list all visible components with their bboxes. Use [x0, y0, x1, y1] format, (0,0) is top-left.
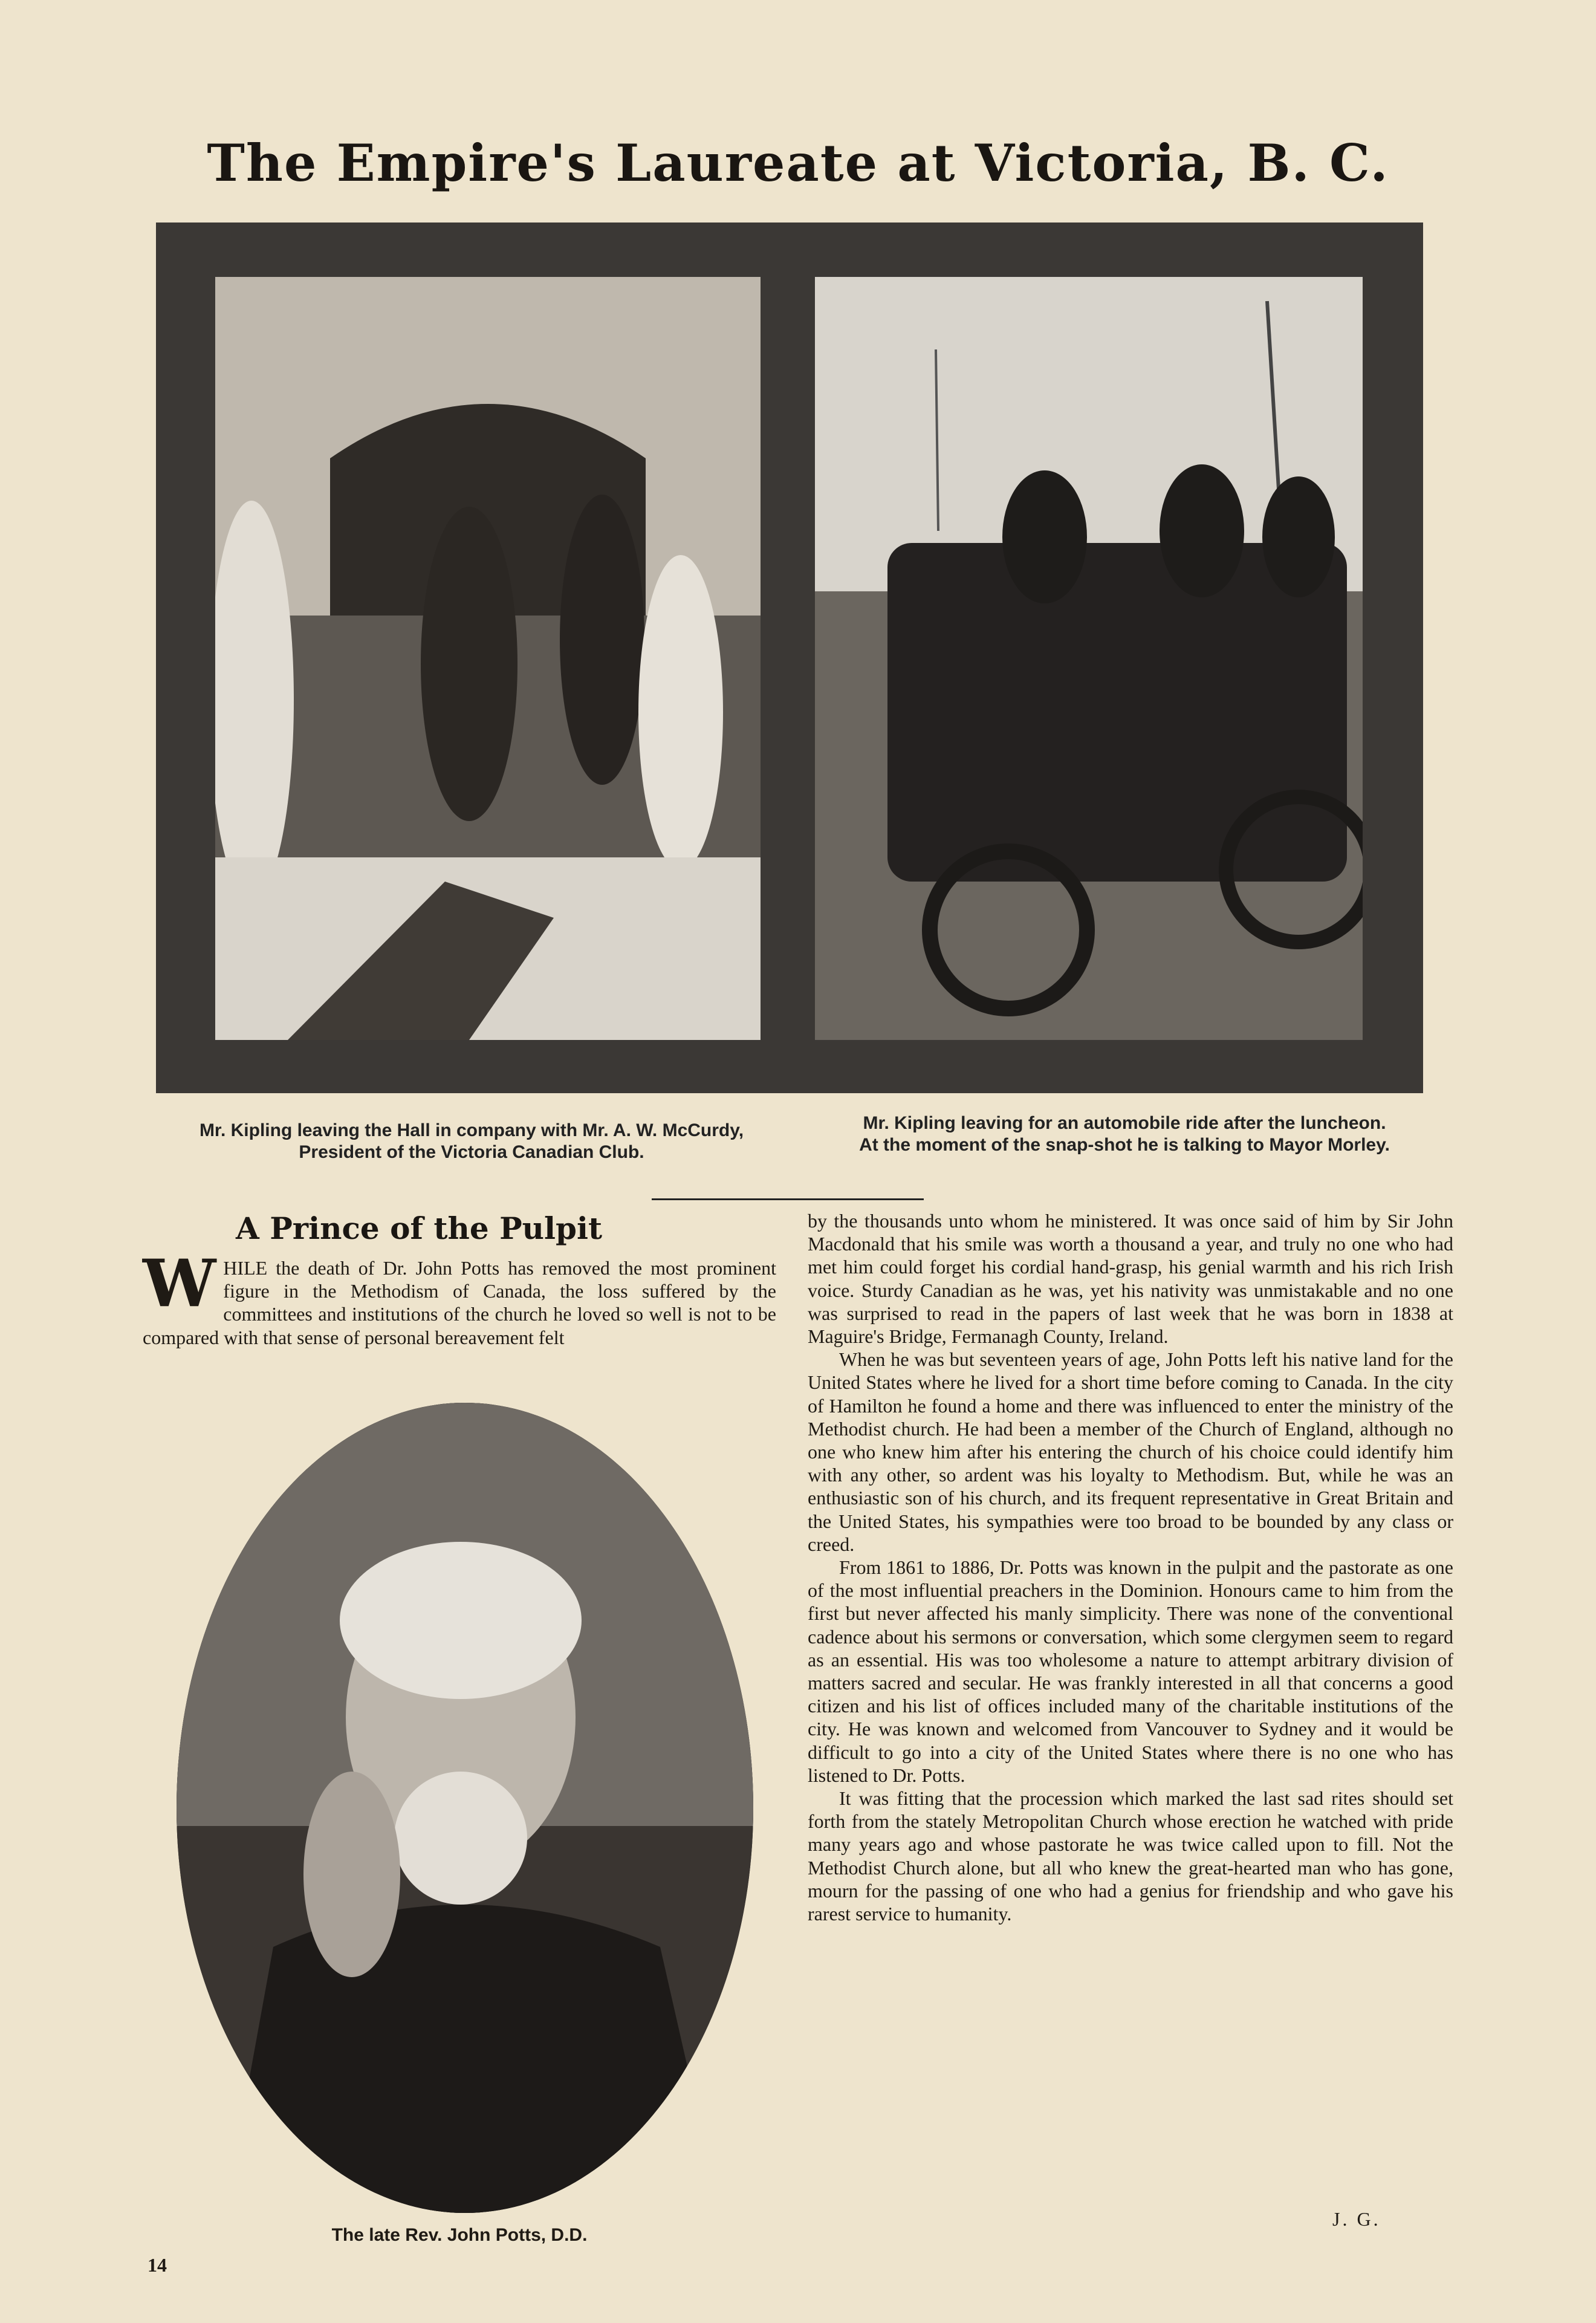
- article-paragraph: From 1861 to 1886, Dr. Potts was known in the pulpit and the pastorate as one of the most influential preachers in the Dominion. Honours came to him from the first but never affected his manly simplicity. There was none of the conventional cadence about his sermons or conversation, which some clergymen seem to regard as an essential. His was too wholesome a nature to attempt arbitrary division of matters sacred and secular. He was frankly interested in all that concerns a good citizen and his list of offices included many of the charitable institutions of the city. He was known and welcomed from Vancouver to Sydney and it would be difficult to go into a city of the United States where there is no one who has listened to Dr. Potts.: [808, 1556, 1453, 1786]
- article-title: A Prince of the Pulpit: [236, 1210, 603, 1246]
- article-opening-text: HILE the death of Dr. John Potts has removed the most prominent figure in the Methodism of Canada, the loss suffered by the committees and institutions of the church he loved so well is not to be compared with that sense of personal bereavement felt: [143, 1257, 776, 1348]
- article-column-right: [808, 1209, 1453, 1925]
- photo-caption-right: Mr. Kipling leaving for an automobile ride after the luncheon. At the moment of the snap-shot he is talking to Mayor Morley.: [859, 1113, 1390, 1155]
- article-paragraph: It was fitting that the procession which marked the last sad rites should set forth from the stately Metropolitan Church whose erection he watched with pride many years ago and whose pastorate he was twice called upon to fill. Not the Methodist Church alone, but all who knew the great-hearted man who has gone, mourn for the passing of one who had a genius for friendship and who gave his rarest service to humanity.: [808, 1787, 1453, 1925]
- photo-kipling-leaving-hall: [215, 277, 761, 1040]
- portrait-john-potts: [177, 1403, 753, 2213]
- drop-cap: W: [143, 1246, 216, 1322]
- photo-frame: [156, 223, 1423, 1093]
- section-divider: [652, 1198, 924, 1200]
- article-paragraph: When he was but seventeen years of age, John Potts left his native land for the United States where he lived for a short time before coming to Canada. In the city of Hamilton he found a home and there was influenced to enter the ministry of the Methodist church. He had been a member of the Church of England, although no one who knew him after his entering the church of his choice could identify him with any other, so ardent was his loyalty to Methodism. But, while he was an enthusiastic son of his church, and its frequent representative in Great Britain and the United States, his sympathies were too broad to be bounded by any class or creed.: [808, 1348, 1453, 1555]
- photo-kipling-automobile: [815, 277, 1363, 1040]
- article-paragraph: by the thousands unto whom he ministered. It was once said of him by Sir John Macdonald that his smile was worth a thousand a year, and truly no one who had met him could forget his cordial hand-grasp, his genial warmth and his rich Irish voice. Sturdy Canadian as he was, yet his nativity was unmistakable and no one was surprised to read in the papers of last week that he was born in 1838 at Maguire's Bridge, Fermanagh County, Ireland.: [808, 1210, 1453, 1348]
- article-column-left: [143, 1246, 776, 1349]
- page-title: The Empire's Laureate at Victoria, B. C.: [207, 133, 1389, 193]
- page-number: 14: [148, 2254, 167, 2276]
- portrait-caption: The late Rev. John Potts, D.D.: [331, 2225, 588, 2245]
- photo-caption-left: Mr. Kipling leaving the Hall in company with Mr. A. W. McCurdy, President of the Victoria Canadian Club.: [199, 1120, 744, 1162]
- article-signature: J. G.: [1332, 2208, 1381, 2230]
